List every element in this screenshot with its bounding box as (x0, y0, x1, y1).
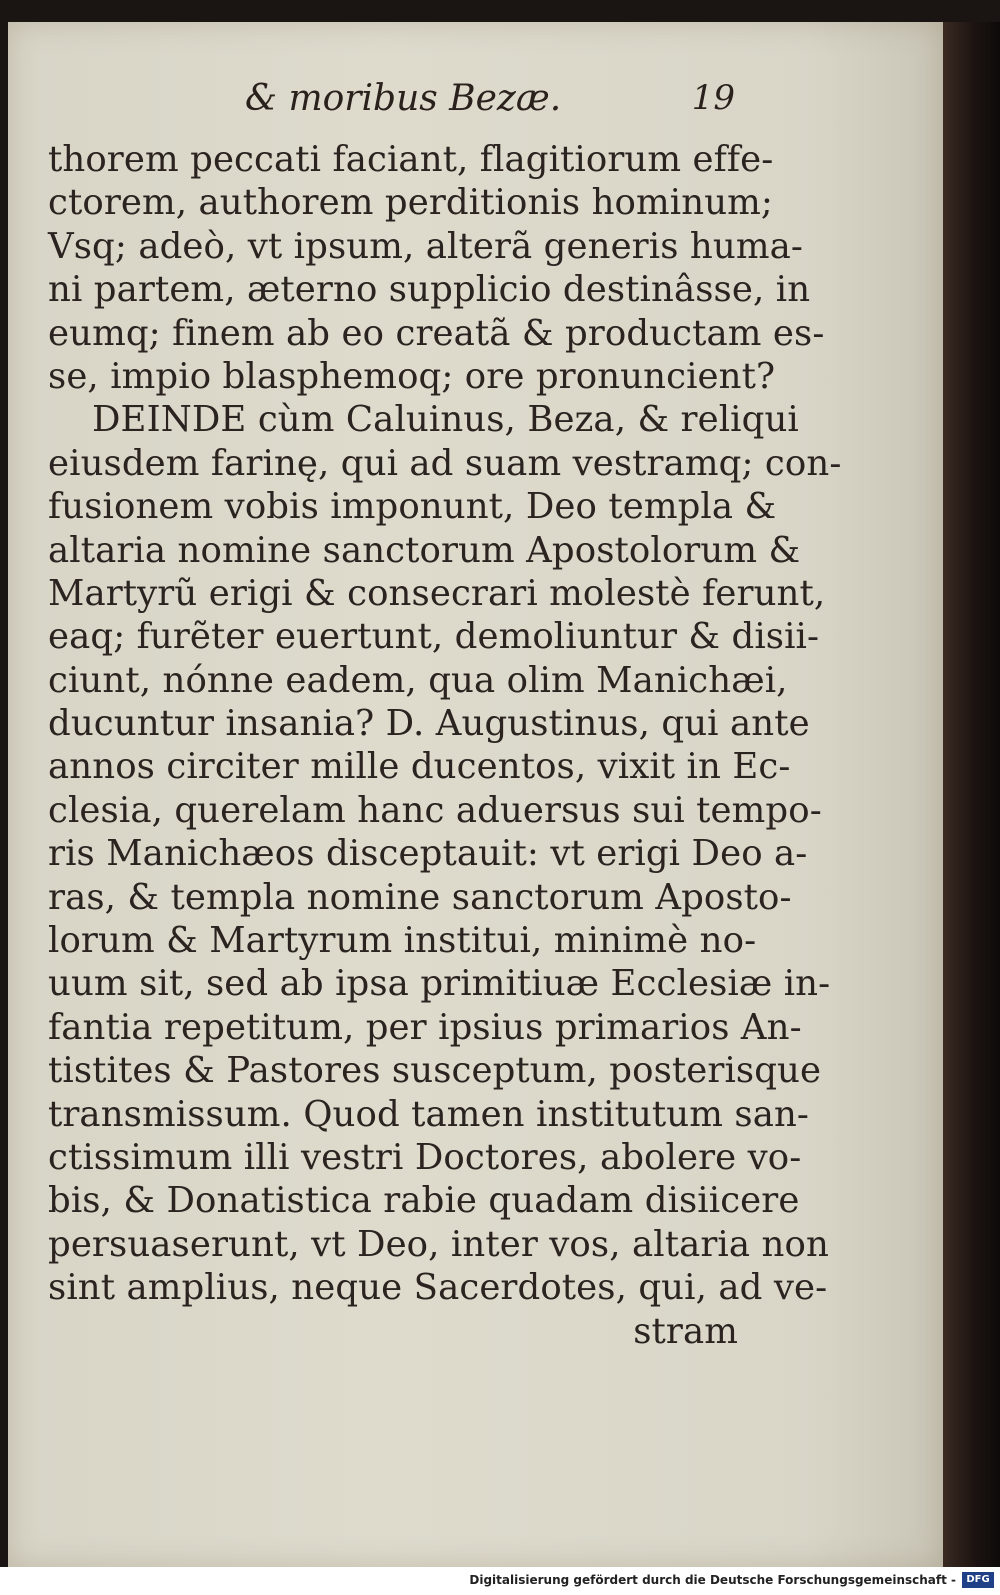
text-line: Martyrũ erigi & consecrari molestè ferunt, (48, 572, 826, 614)
text-line: uum sit, sed ab ipsa primitiuæ Ecclesiæ in- (48, 963, 831, 1005)
text-line: eaq; furẽter euertunt, demoliuntur & disii- (48, 616, 820, 658)
text-line: eiusdem farinę, qui ad suam vestramq; con- (48, 442, 842, 484)
text-line: lorum & Martyrum institui, minimè no- (48, 920, 757, 962)
catchword: stram (633, 1310, 738, 1352)
page-header (235, 78, 735, 126)
text-line: sint amplius, neque Sacerdotes, qui, ad ve- (48, 1267, 828, 1309)
text-line: ras, & templa nomine sanctorum Aposto- (48, 876, 792, 918)
running-head: & moribus Bezæ. (245, 78, 562, 119)
text-line: fantia repetitum, per ipsius primarios An- (48, 1006, 802, 1048)
text-line: transmissum. Quod tamen institutum san- (48, 1093, 810, 1135)
page-number: 19 (691, 78, 735, 118)
text-line: se, impio blasphemoq; ore pronuncient? (48, 355, 776, 397)
text-line: ctorem, authorem perditionis hominum; (48, 182, 773, 224)
text-line: Vsq; adeò, vt ipsum, alterã generis huma- (48, 225, 803, 267)
text-body (48, 138, 842, 1353)
paragraph-start-line: DEINDE cùm Caluinus, Beza, & reliqui (92, 399, 799, 441)
text-line: ris Manichæos disceptauit: vt erigi Deo a- (48, 833, 808, 875)
text-line: clesia, querelam hanc aduersus sui tempo- (48, 789, 822, 831)
dfg-logo: DFG (962, 1572, 994, 1588)
text-line: ducuntur insania? D. Augustinus, qui ante (48, 703, 810, 745)
text-line: ni partem, æterno supplicio destinâsse, in (48, 269, 811, 311)
text-line: ciunt, nónne eadem, qua olim Manichæi, (48, 659, 788, 701)
page-edge (943, 22, 1000, 1567)
text-line: altaria nomine sanctorum Apostolorum & (48, 529, 801, 571)
text-line: persuaserunt, vt Deo, inter vos, altaria non (48, 1223, 829, 1265)
text-line: fusionem vobis imponunt, Deo templa & (48, 486, 777, 528)
text-line: ctissimum illi vestri Doctores, abolere vo- (48, 1136, 802, 1178)
text-line: eumq; finem ab eo creatã & productam es- (48, 312, 825, 354)
text-line: bis, & Donatistica rabie quadam disiicere (48, 1180, 800, 1222)
text-line: annos circiter mille ducentos, vixit in Ec- (48, 746, 791, 788)
text-line: thorem peccati faciant, flagitiorum effe- (48, 139, 774, 180)
funding-credit: Digitalisierung gefördert durch die Deutsche Forschungsgemeinschaft - (469, 1573, 956, 1587)
footer-bar (0, 1567, 1000, 1595)
text-line: tistites & Pastores susceptum, posterisque (48, 1050, 822, 1092)
